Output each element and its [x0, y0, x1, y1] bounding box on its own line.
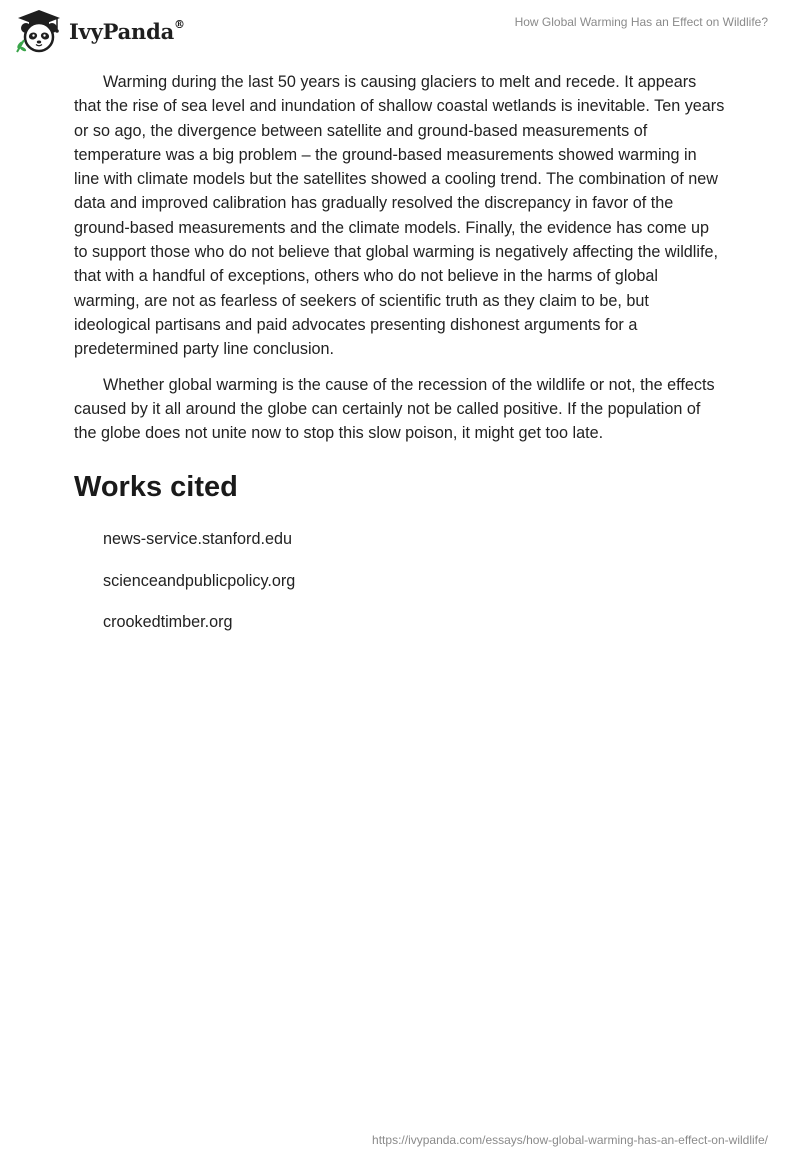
footer-url[interactable]: https://ivypanda.com/essays/how-global-warming-has-an-effect-on-wildlife/ [372, 1133, 768, 1147]
works-cited-item: scienceandpublicpolicy.org [103, 571, 296, 590]
page-header [0, 0, 800, 62]
works-cited-heading: Works cited [74, 471, 238, 504]
document-title: How Global Warming Has an Effect on Wildlife? [514, 15, 768, 29]
panda-graduate-icon [14, 8, 64, 54]
works-cited-list [74, 527, 726, 634]
brand-name: IvyPanda® [69, 17, 185, 44]
works-cited-item: crookedtimber.org [103, 613, 233, 632]
essay-content [74, 70, 726, 652]
ivypanda-logo[interactable] [14, 8, 185, 54]
works-cited-item: news-service.stanford.edu [103, 530, 292, 549]
body-paragraph: Whether global warming is the cause of the recession of the wildlife or not, the effects caused by it all around the globe can certainly not be called positive. If the population of the globe does not unite now to stop this slow poison, it might get too late. [74, 375, 715, 443]
body-paragraph: Warming during the last 50 years is causing glaciers to melt and recede. It appears that the rise of sea level and inundation of shallow coastal wetlands is inevitable. Ten years or so ago, the divergence between satellite and ground-based measurements of temperature was a big problem – the ground-based measurements showed warming in line with climate models but the satellites showed a cooling trend. The combination of new data and improved calibration has gradually resolved the discrepancy in favor of the ground-based measurements and the climate models. Finally, the evidence has come up to support those who do not believe that global warming is negatively affecting the wildlife, that with a handful of exceptions, others who do not believe in the harms of global warming, are not as fearless of seekers of scientific truth as they claim to be, but ideological partisans and paid advocates presenting dishonest arguments for a predetermined party line conclusion. [74, 73, 725, 359]
